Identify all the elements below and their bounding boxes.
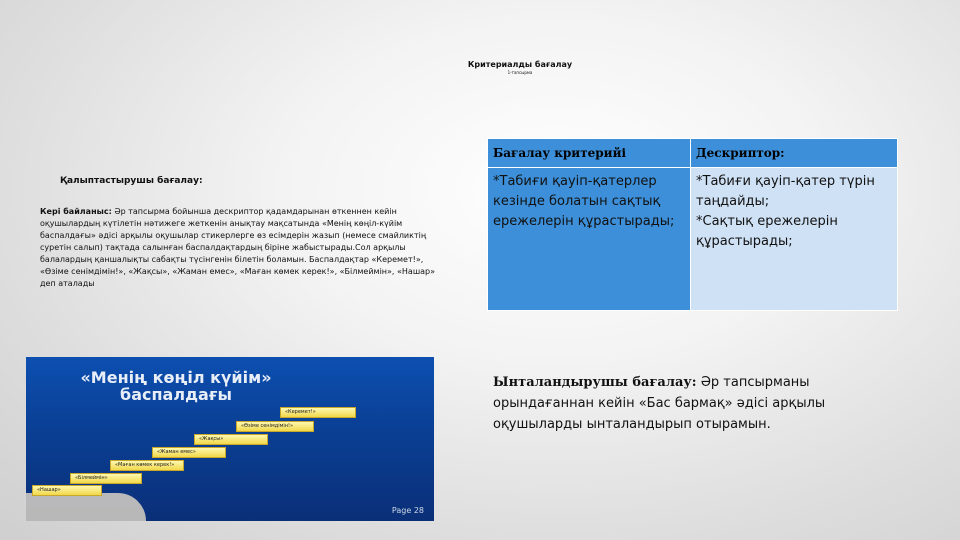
formative-assessment-heading: Қалыптастырушы бағалау: — [60, 176, 203, 186]
motivational-assessment — [493, 372, 893, 435]
criteria-table — [487, 138, 898, 311]
header-descriptor: Дескриптор: — [691, 139, 898, 168]
feedback-paragraph — [40, 206, 440, 290]
slide-subtitle: 1-тапсырма — [507, 70, 533, 75]
hand-icon — [26, 493, 146, 521]
ladder-step: «Маған көмек керек!» — [110, 460, 184, 471]
slide-title: Критериалды бағалау — [467, 60, 573, 69]
ladder-step: «Керемет!» — [280, 407, 356, 418]
criterion-cell: *Табиғи қауіп-қатерлер кезінде болатын сақтық ережелерін құрастырады; — [488, 168, 691, 311]
feedback-text: Әр тапсырма бойынша дескриптор қадамдарынан өткеннен кейін оқушылардың күтілетін нәтижеге жеткенін анықтау мақсатында «Менің көңіл-күйім баспалдағы» әдісі арқылы оқушылар стикерлерге өз есімдерін жазып (немесе смайликтің суретін салып) тақтада салынған баспалдақтардың біріне жабыстырады.Сол арқылы балалардың қаншалықты сабақты түсінгенін білетін боламын. Баспалдақтар «Керемет!», «Өзіме сенімдімін!», «Жақсы», «Жаман емес», «Маған көмек керек!», «Білмеймін», «Нашар» деп аталады — [40, 207, 436, 288]
motivation-text: Әр тапсырманы орындағаннан кейін «Бас бармақ» әдісі арқылы оқушыларды ынталандырып отырамын. — [493, 375, 826, 432]
ladder-step: «Білмеймін» — [70, 473, 142, 484]
ladder-step: «Жаман емес» — [152, 447, 226, 458]
header-criterion: Бағалау критерийі — [488, 139, 691, 168]
descriptor-item: *Сақтық ережелерін құрастырады; — [696, 214, 838, 249]
descriptor-cell — [691, 168, 898, 311]
motivation-label: Ынталандырушы бағалау: — [493, 375, 697, 390]
feedback-label: Кері байланыс: — [40, 207, 112, 216]
ladder-step: «Өзіме сенімдімін!» — [236, 421, 314, 432]
ladder-step: «Нашар» — [32, 485, 102, 496]
table-row — [488, 168, 898, 311]
mood-ladder-image — [26, 357, 434, 521]
mood-ladder-title: баспалдағы — [120, 385, 232, 404]
page-number-label: Page 28 — [391, 506, 424, 515]
descriptor-item: *Табиғи қауіп-қатер түрін таңдайды; — [696, 174, 875, 209]
table-header-row — [488, 139, 898, 168]
ladder-step: «Жақсы» — [194, 434, 268, 445]
mood-ladder-title: «Менің көңіл күйім» — [80, 368, 272, 387]
slide-title-block — [440, 60, 600, 75]
